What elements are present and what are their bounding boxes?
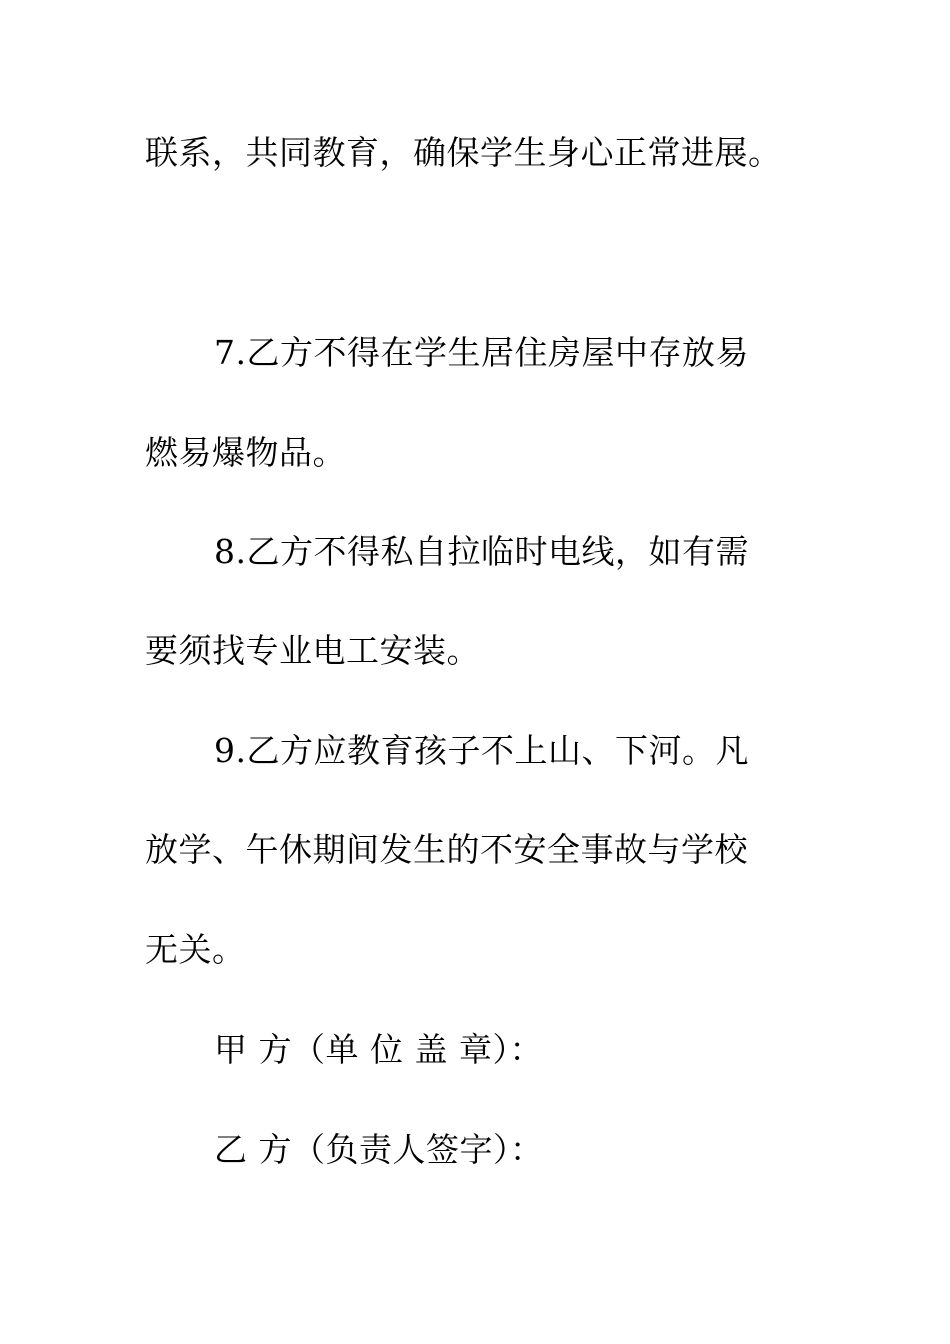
clause-7-line-1: 7.乙方不得在学生居住房屋中存放易	[214, 333, 749, 372]
clause-9-line-1: 9.乙方应教育孩子不上山、下河。凡	[214, 731, 749, 770]
clause-9-line-3: 无关。	[145, 930, 246, 969]
clause-8-line-2: 要须找专业电工安装。	[145, 631, 480, 670]
clause-9-line-2: 放学、午休期间发生的不安全事故与学校	[145, 830, 748, 869]
clause-8-line-1: 8.乙方不得私自拉临时电线，如有需	[214, 532, 749, 571]
paragraph-continuation-line: 联系，共同教育，确保学生身心正常进展。	[145, 133, 782, 172]
party-b-signature-line: 乙 方（负责人签字）：	[214, 1130, 544, 1169]
clause-7-line-2: 燃易爆物品。	[145, 433, 346, 472]
party-a-signature-line: 甲 方（单 位 盖 章）：	[214, 1030, 543, 1069]
